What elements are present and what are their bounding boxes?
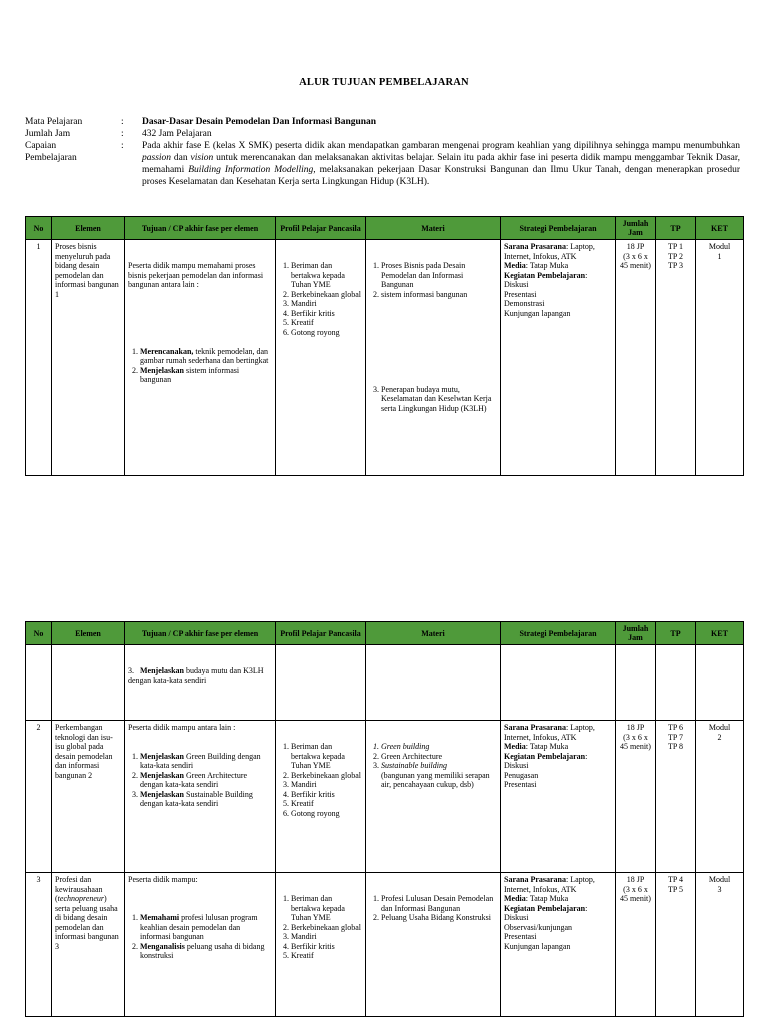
tujuan-verb: Menjelaskan [140,666,184,675]
row-tujuan [125,721,276,873]
table-row [26,645,744,721]
header-no: No [26,622,52,645]
atp-table-2 [25,621,744,1017]
sarana-value: : Laptop, Internet, Infokus, ATK [504,875,595,894]
sarana-label: Sarana Prasarana [504,242,566,251]
list-item: 2. Berkebinekaan global [291,923,362,933]
media-value: : Tatap Muka [525,261,569,270]
list-item: 2. sistem informasi bangunan [381,290,497,300]
row-no: 3 [26,873,52,1017]
media-line [504,742,612,752]
row-jam [616,873,656,1017]
cp-part-4: melaksanakan pekerjaan Dasar Konstruksi Bangunan dan Ilmu Ukur Tanah, dengan menerapkan prosedur proses Keselamatan dan Kesehatan Kerja serta Lingkungan Hidup (K3LH). [142,165,741,187]
media-label: Media [504,894,526,903]
materi-list-2 [369,385,497,414]
mapel-label: Mata Pelajaran [25,117,83,127]
header-jam: Jumlah Jam [616,217,656,240]
list-item: 1. Proses Bisnis pada Desain Pemodelan dan Informasi Bangunan [381,261,497,290]
row-tp [656,645,696,721]
media-value: : Tatap Muka [525,742,569,751]
jam-line: (3 x 6 x [623,732,648,742]
row-jam [616,721,656,873]
tujuan-text: budaya mutu dan K3LH dengan kata-kata sendiri [128,666,264,685]
kegiatan-item: Penugasan [504,770,539,780]
tujuan-text: Sustainable Building dengan kata-kata sendiri [140,789,253,808]
tujuan-verb: Menjelaskan [140,751,184,761]
jam-line: 45 menit) [620,742,651,751]
cp-label-line-2: Pembelajaran [25,153,77,163]
header-profil: Profil Pelajar Pancasila [276,622,366,645]
row-profil [276,721,366,873]
header-tujuan: Tujuan / CP akhir fase per elemen [125,217,276,240]
tujuan-text: peluang usaha di bidang konstruksi [140,941,265,960]
kegiatan-item: Observasi/kunjungan [504,922,572,932]
header-tp: TP [656,622,696,645]
cp-label-line-1: Capaian [25,141,57,151]
elemen-italic: technopreneur [57,894,105,903]
row-strategi [501,873,616,1017]
row-ket [696,645,744,721]
tp-item: TP 6 [667,723,684,732]
tp-item: TP 5 [667,884,684,894]
tujuan-list [128,913,272,961]
materi-list [369,261,497,299]
row-ket [696,240,744,476]
list-item: 5. Kreatif [291,799,362,809]
mapel-colon: : [121,117,124,127]
list-item: 3. Mandiri [291,299,362,309]
list-item: 2. Berkebinekaan global [291,771,362,781]
tujuan-intro: Peserta didik mampu antara lain : [128,723,236,732]
list-item: 1. Beriman dan bertakwa kepada Tuhan YME [291,742,362,771]
cp-colon: : [121,141,124,151]
list-item [140,347,272,366]
header-ket: KET [696,217,744,240]
profil-list [279,742,362,818]
table-header-row [26,622,744,645]
row-materi [366,721,501,873]
kegiatan-item: Presentasi [504,289,537,299]
media-label: Media [504,261,526,270]
tp-item: TP 2 [667,251,684,261]
tujuan-item [128,666,272,685]
jam-row [0,128,768,140]
list-item: 2. Green Architecture [381,752,497,762]
kegiatan-line [504,752,612,762]
tp-item: TP 4 [667,875,684,884]
media-line [504,261,612,271]
list-item: 4. Berfikir kritis [291,309,362,319]
materi-title: 3. Sustainable building [381,761,447,770]
sarana-line [504,723,612,742]
row-tujuan [125,645,276,721]
tp-item: TP 8 [667,742,684,751]
list-item: 4. Berfikir kritis [291,942,362,952]
kegiatan-line [504,904,612,914]
header-jam: Jumlah Jam [616,622,656,645]
kegiatan-line [504,271,612,281]
tujuan-intro: Peserta didik mampu memahami proses bisnis pekerjaan pemodelan dan informasi bangunan antara lain : [128,261,264,289]
header-strategi: Strategi Pembelajaran [501,217,616,240]
ket-line: Modul [708,723,731,732]
tujuan-verb: Merencanakan, [140,346,194,356]
list-item: 5. Kreatif [291,318,362,328]
kegiatan-item: Diskusi [504,913,529,922]
row-elemen: Proses bisnis menyeluruh pada bidang desain pemodelan dan informasi bangunan 1 [52,240,125,476]
row-tp [656,240,696,476]
row-tp [656,873,696,1017]
tp-item: TP 1 [667,242,684,251]
media-line [504,894,612,904]
tujuan-verb: Menjelaskan [140,365,184,375]
jam-line: 45 menit) [620,894,651,903]
table-header-row [26,217,744,240]
list-item [140,752,272,771]
jam-label: Jumlah Jam [25,129,71,139]
list-item: 5. Kreatif [291,951,362,961]
materi-note: (bangunan yang memiliki serapan air, pencahayaan cukup, dsb) [381,770,490,789]
tp-item: TP 3 [667,261,684,270]
tujuan-verb: Menjelaskan [140,789,184,799]
header-strategi: Strategi Pembelajaran [501,622,616,645]
list-item: 2. Berkebinekaan global [291,290,362,300]
list-item [140,913,272,942]
sarana-value: : Laptop, Internet, Infokus, ATK [504,723,595,742]
tujuan-num: 3. [128,666,134,675]
kegiatan-item: Diskusi [504,280,529,289]
jam-line: 18 JP [626,875,645,884]
kegiatan-label: Kegiatan Pembelajaran [504,751,586,761]
cp-vision: vision [190,153,214,163]
sarana-value: : Laptop, Internet, Infokus, ATK [504,242,595,261]
row-profil [276,240,366,476]
cp-part-1: Pada akhir fase E (kelas X SMK) peserta didik akan mendapatkan gambaran mengenai program keahlian yang dipilihnya sehingga mampu menumbuhkan [142,141,740,151]
tujuan-verb: Menganalisis [140,941,185,951]
elemen-text: ) serta peluang usaha di bidang desain pemodelan dan informasi bangunan 3 [55,894,119,951]
cp-passion: passion [142,153,172,163]
header-tp: TP [656,217,696,240]
list-item: 4. Berfikir kritis [291,790,362,800]
tujuan-text: Green Architecture dengan kata-kata sendiri [140,770,248,789]
kegiatan-item: Kunjungan lapangan [504,941,571,951]
row-jam [616,240,656,476]
list-item [381,761,497,790]
list-item [140,771,272,790]
row-materi [366,645,501,721]
table-row [26,240,744,476]
ket-line: Modul [708,875,731,884]
tujuan-intro: Peserta didik mampu: [128,875,198,884]
cp-part-2: dan [173,153,188,163]
profil-list [279,261,362,337]
kegiatan-item: Diskusi [504,761,529,770]
list-item: 1. Beriman dan bertakwa kepada Tuhan YME [291,894,362,923]
kegiatan-item: Demonstrasi [504,299,545,308]
list-item [140,366,272,385]
list-item: 1. Beriman dan bertakwa kepada Tuhan YME [291,261,362,290]
tujuan-verb: Menjelaskan [140,770,184,780]
header-tujuan: Tujuan / CP akhir fase per elemen [125,622,276,645]
list-item: 1. Profesi Lulusan Desain Pemodelan dan Informasi Bangunan [381,894,497,913]
row-no: 2 [26,721,52,873]
row-strategi [501,721,616,873]
header-materi: Materi [366,217,501,240]
ket-line: Modul [708,242,731,251]
list-item: 6. Gotong royong [291,809,362,819]
ket-line: 2 [717,732,722,742]
tujuan-text: profesi lulusan program keahlian desain pemodelan dan informasi bangunan [140,913,258,941]
cp-bim: Building Information Modelling, [188,165,316,175]
tp-item: TP 7 [667,732,684,742]
row-profil [276,645,366,721]
materi-list [369,894,497,923]
row-strategi [501,645,616,721]
header-elemen: Elemen [52,622,125,645]
kegiatan-colon: : [585,270,588,280]
row-strategi [501,240,616,476]
table-row [26,873,744,1017]
tujuan-list [128,752,272,809]
jam-line: (3 x 6 x [623,251,648,261]
list-item [140,790,272,809]
kegiatan-label: Kegiatan Pembelajaran [504,270,586,280]
row-no: 1 [26,240,52,476]
ket-line: 1 [717,251,722,261]
row-tp [656,721,696,873]
row-no [26,645,52,721]
list-item: 3. Penerapan budaya mutu, Keselamatan dan Keselwtan Kerja serta Lingkungan Hidup (K3LH) [381,385,497,414]
row-ket [696,721,744,873]
mapel-row [0,116,768,128]
jam-line: 45 menit) [620,261,651,270]
cp-label [25,140,117,164]
cp-part-3: untuk merencanakan dan melaksanakan aktivitas belajar. Selain itu pada akhir fase ini peserta didik mampu menggambar Teknik Dasar, memahami [142,153,741,175]
tujuan-text: Green Building dengan kata-kata sendiri [140,751,261,770]
table-row [26,721,744,873]
media-value: : Tatap Muka [525,894,569,903]
list-item: 3. Mandiri [291,932,362,942]
sarana-label: Sarana Prasarana [504,875,566,884]
row-tujuan [125,873,276,1017]
row-materi [366,240,501,476]
row-elemen [52,873,125,1017]
kegiatan-item: Presentasi [504,780,537,789]
tujuan-verb: Memahami [140,913,180,922]
row-profil [276,873,366,1017]
kegiatan-item: Presentasi [504,932,537,941]
row-ket [696,873,744,1017]
materi-list [369,742,497,790]
tujuan-list [128,347,272,385]
ket-line: 3 [717,884,722,894]
mapel-value: Dasar-Dasar Desain Pemodelan Dan Informasi Bangunan [142,117,377,127]
list-item: 2. Peluang Usaha Bidang Konstruksi [381,913,497,923]
jam-line: 18 JP [626,242,645,251]
jam-colon: : [121,129,124,139]
row-materi [366,873,501,1017]
header-materi: Materi [366,622,501,645]
list-item: 3. Mandiri [291,780,362,790]
kegiatan-item: Kunjungan lapangan [504,308,571,318]
jam-value: 432 Jam Pelajaran [142,129,212,139]
sarana-line [504,242,612,261]
header-profil: Profil Pelajar Pancasila [276,217,366,240]
list-item [140,942,272,961]
list-item: 6. Gotong royong [291,328,362,338]
cp-row [0,140,768,204]
row-elemen: Perkembangan teknologi dan isu-isu global pada desain pemodelan dan informasi bangunan 2 [52,721,125,873]
elemen-text: Profesi dan kewirausahaan ( [55,875,103,903]
sarana-label: Sarana Prasarana [504,723,566,732]
atp-table-1 [25,216,744,476]
header-ket: KET [696,622,744,645]
header-no: No [26,217,52,240]
jam-line: (3 x 6 x [623,884,648,894]
media-label: Media [504,742,526,751]
kegiatan-colon: : [585,751,588,761]
profil-list [279,894,362,961]
sarana-line [504,875,612,894]
tujuan-text: sistem informasi bangunan [140,365,240,384]
row-jam [616,645,656,721]
header-elemen: Elemen [52,217,125,240]
cp-text [142,140,740,188]
kegiatan-label: Kegiatan Pembelajaran [504,903,586,913]
list-item: 1. Green building [381,742,497,752]
kegiatan-colon: : [585,903,588,913]
tujuan-text: teknik pemodelan, dan gambar rumah sederhana dan bertingkat [140,346,269,365]
jam-line: 18 JP [626,723,645,732]
row-elemen [52,645,125,721]
page-title: ALUR TUJUAN PEMBELAJARAN [299,77,469,88]
row-tujuan [125,240,276,476]
